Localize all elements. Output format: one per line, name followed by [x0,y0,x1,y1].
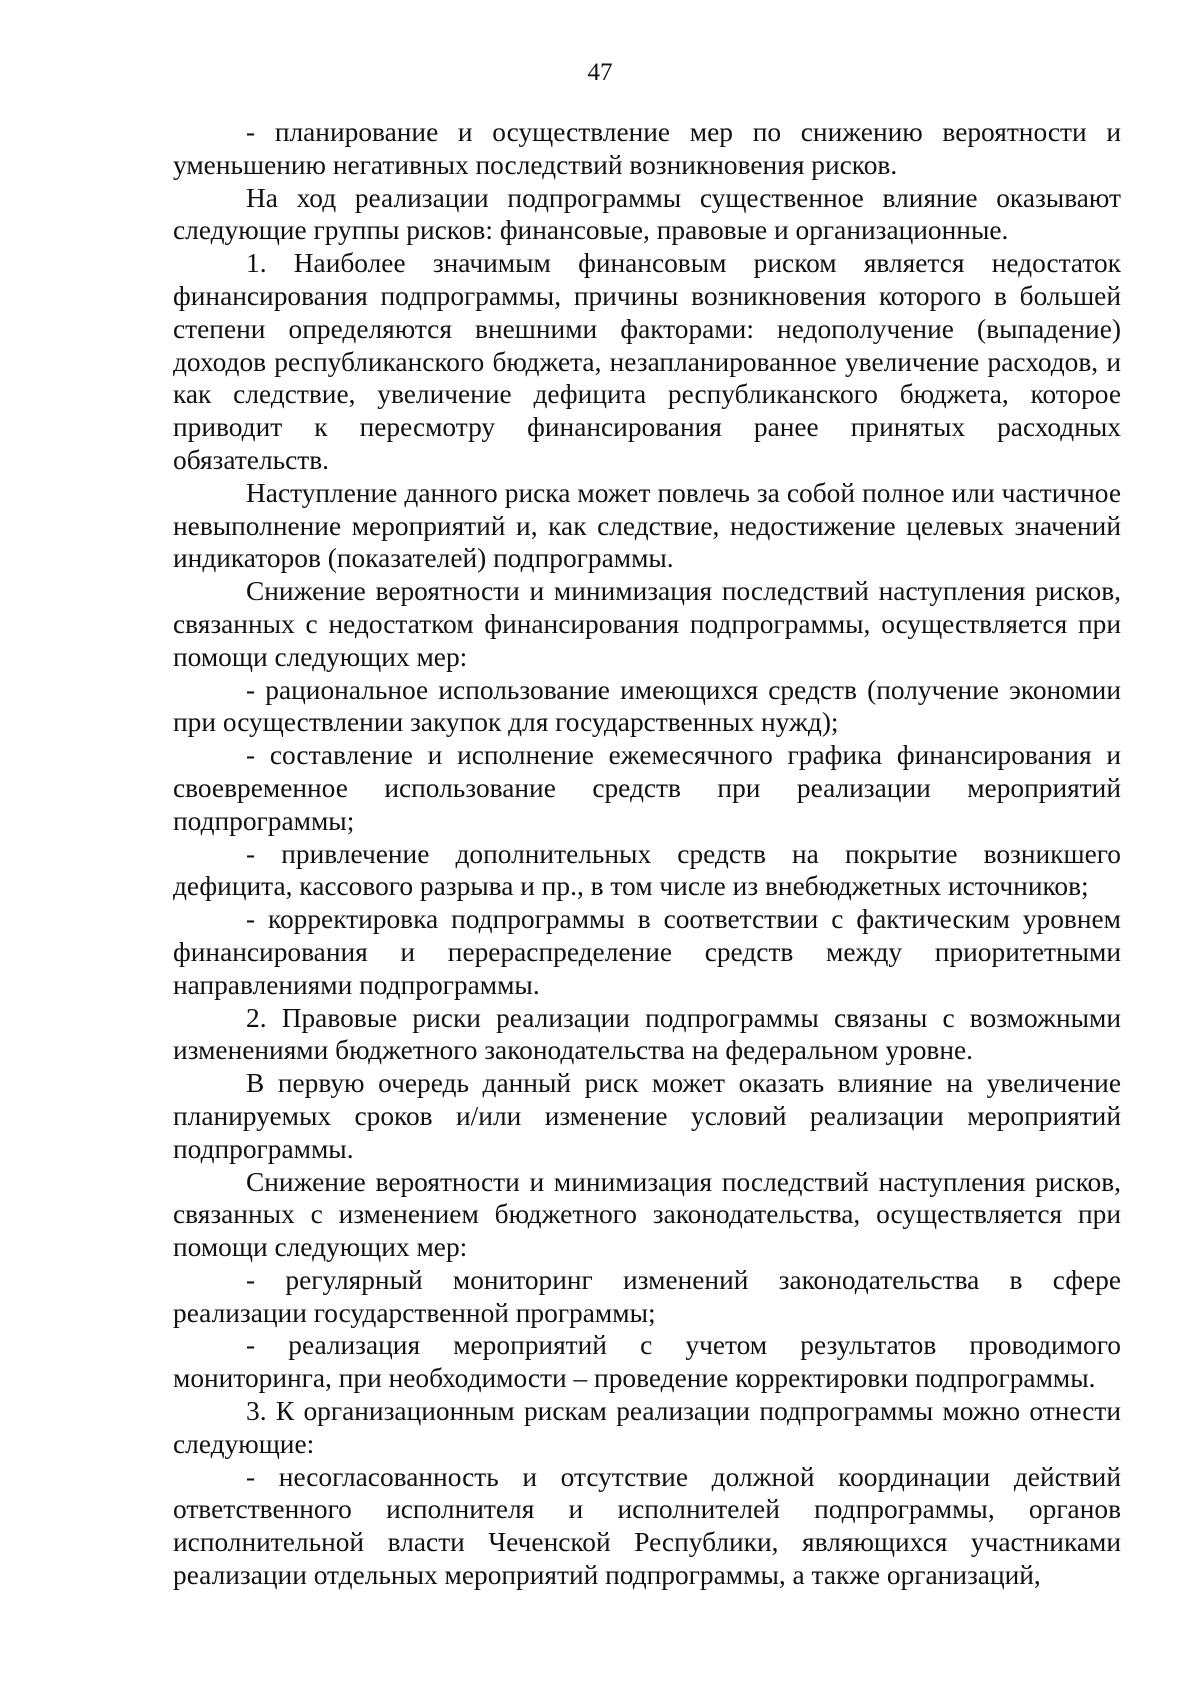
list-item-additional-funds: - привлечение дополнительных средств на покрытие возникшего дефицита, кассового разрыва и пр., в том числе из внебюджетных источников; [173,838,1121,902]
list-item-rational-use: - рациональное использование имеющихся средств (получение экономии при осуществлении закупок для государственных нужд); [173,674,1121,738]
list-item-coordination-issues: - несогласованность и отсутствие должной координации действий ответственного исполнителя и исполнителей подпрограммы, органов исполнительной власти Чеченской Республики, являющихся участниками реализации отдельных мероприятий подпрограммы, а также организаций, [173,1461,1121,1591]
list-item-monitoring-implementation: - реализация мероприятий с учетом результатов проводимого мониторинга, при необходимости – проведение корректировки подпрограммы. [173,1330,1121,1394]
paragraph-risk-consequences: Наступление данного риска может повлечь за собой полное или частичное невыполнение мероприятий и, как следствие, недостижение целевых значений индикаторов (показателей) подпрограммы. [173,477,1121,574]
list-item-regular-monitoring: - регулярный мониторинг изменений законодательства в сфере реализации государственной программы; [173,1264,1121,1328]
paragraph-risk-measures-end: - планирование и осуществление мер по снижению вероятности и уменьшению негативных последствий возникновения рисков. [173,117,1121,180]
paragraph-financial-risk: 1. Наиболее значимым финансовым риском является недостаток финансирования подпрограммы, причины возникновения которого в большей степени определяются внешними факторами: недополучение (выпадение) доходов республиканского бюджета, незапланированное увеличение расходов, и как следствие, увеличение дефицита республиканского бюджета, которое приводит к пересмотру финансирования ранее принятых расходных обязательств. [173,248,1121,475]
paragraph-legal-risk-impact: В первую очередь данный риск может оказать влияние на увеличение планируемых сроков и/или изменение условий реализации мероприятий подпрограммы. [173,1068,1121,1164]
paragraph-legal-mitigation-intro: Снижение вероятности и минимизация последствий наступления рисков, связанных с изменением бюджетного законодательства, осуществляется при помощи следующих мер: [173,1166,1121,1263]
paragraph-financial-mitigation-intro: Снижение вероятности и минимизация последствий наступления рисков, связанных с недостатком финансирования подпрограммы, осуществляется при помощи следующих мер: [173,576,1121,672]
page-number: 47 [587,59,613,86]
list-item-monthly-schedule: - составление и исполнение ежемесячного графика финансирования и своевременное использование средств при реализации мероприятий подпрограммы; [173,740,1121,836]
paragraph-legal-risks: 2. Правовые риски реализации подпрограммы связаны с возможными изменениями бюджетного законодательства на федеральном уровне. [173,1002,1121,1066]
paragraph-risk-groups: На ход реализации подпрограммы существенное влияние оказывают следующие группы рисков: финансовые, правовые и организационные. [173,182,1121,246]
document-body [173,116,1121,1592]
paragraph-organizational-risks: 3. К организационным рискам реализации подпрограммы можно отнести следующие: [173,1396,1121,1459]
list-item-program-adjustment: - корректировка подпрограммы в соответствии с фактическим уровнем финансирования и перераспределение средств между приоритетными направлениями подпрограммы. [173,904,1121,1000]
